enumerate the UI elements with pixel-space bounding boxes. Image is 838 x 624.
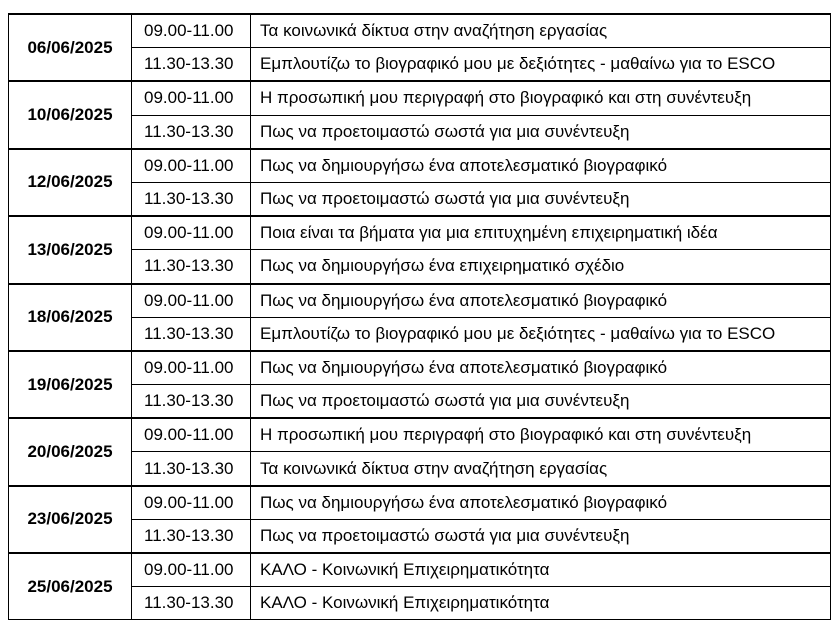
session-topic: Πως να δημιουργήσω ένα επιχειρηματικό σχέδιο <box>251 250 831 284</box>
session-time: 11.30-13.30 <box>132 452 251 486</box>
table-row <box>9 115 831 149</box>
session-date: 13/06/2025 <box>9 216 132 283</box>
session-topic: Τα κοινωνικά δίκτυα στην αναζήτηση εργασίας <box>251 452 831 486</box>
session-topic: Η προσωπική μου περιγραφή στο βιογραφικό και στη συνέντευξη <box>251 418 831 452</box>
table-row <box>9 81 831 115</box>
table-row <box>9 14 831 48</box>
table-row <box>9 250 831 284</box>
table-row <box>9 519 831 553</box>
session-time: 11.30-13.30 <box>132 385 251 419</box>
session-time: 11.30-13.30 <box>132 587 251 620</box>
session-date: 10/06/2025 <box>9 81 132 148</box>
session-topic: ΚΑΛΟ - Κοινωνική Επιχειρηματικότητα <box>251 587 831 620</box>
session-time: 11.30-13.30 <box>132 48 251 82</box>
session-time: 11.30-13.30 <box>132 519 251 553</box>
session-topic: Πως να δημιουργήσω ένα αποτελεσματικό βιογραφικό <box>251 486 831 520</box>
session-topic: Πως να προετοιμαστώ σωστά για μια συνέντευξη <box>251 115 831 149</box>
session-time: 09.00-11.00 <box>132 149 251 183</box>
session-topic: Πως να προετοιμαστώ σωστά για μια συνέντευξη <box>251 182 831 216</box>
session-time: 09.00-11.00 <box>132 284 251 318</box>
session-time: 11.30-13.30 <box>132 182 251 216</box>
session-date: 06/06/2025 <box>9 14 132 81</box>
session-time: 11.30-13.30 <box>132 250 251 284</box>
session-topic: Η προσωπική μου περιγραφή στο βιογραφικό και στη συνέντευξη <box>251 81 831 115</box>
table-row <box>9 486 831 520</box>
session-time: 11.30-13.30 <box>132 317 251 351</box>
session-time: 09.00-11.00 <box>132 351 251 385</box>
table-row <box>9 317 831 351</box>
table-row <box>9 182 831 216</box>
table-row <box>9 284 831 318</box>
session-time: 09.00-11.00 <box>132 418 251 452</box>
session-topic: Πως να προετοιμαστώ σωστά για μια συνέντευξη <box>251 519 831 553</box>
table-row <box>9 149 831 183</box>
session-topic: Πως να δημιουργήσω ένα αποτελεσματικό βιογραφικό <box>251 284 831 318</box>
table-row <box>9 385 831 419</box>
session-time: 09.00-11.00 <box>132 14 251 48</box>
session-time: 11.30-13.30 <box>132 115 251 149</box>
schedule-table <box>8 13 831 620</box>
table-row <box>9 587 831 620</box>
session-date: 25/06/2025 <box>9 553 132 620</box>
session-topic: Πως να δημιουργήσω ένα αποτελεσματικό βιογραφικό <box>251 149 831 183</box>
session-date: 23/06/2025 <box>9 486 132 553</box>
session-date: 18/06/2025 <box>9 284 132 351</box>
session-time: 09.00-11.00 <box>132 216 251 250</box>
session-date: 19/06/2025 <box>9 351 132 418</box>
table-row <box>9 351 831 385</box>
schedule-body <box>9 14 831 620</box>
session-time: 09.00-11.00 <box>132 81 251 115</box>
table-row <box>9 553 831 587</box>
session-topic: ΚΑΛΟ - Κοινωνική Επιχειρηματικότητα <box>251 553 831 587</box>
session-topic: Εμπλουτίζω το βιογραφικό μου με δεξιότητες - μαθαίνω για το ESCO <box>251 317 831 351</box>
session-time: 09.00-11.00 <box>132 486 251 520</box>
session-time: 09.00-11.00 <box>132 553 251 587</box>
table-row <box>9 48 831 82</box>
table-row <box>9 216 831 250</box>
session-topic: Τα κοινωνικά δίκτυα στην αναζήτηση εργασίας <box>251 14 831 48</box>
table-row <box>9 452 831 486</box>
session-date: 20/06/2025 <box>9 418 132 485</box>
session-topic: Πως να δημιουργήσω ένα αποτελεσματικό βιογραφικό <box>251 351 831 385</box>
table-row <box>9 418 831 452</box>
session-topic: Ποια είναι τα βήματα για μια επιτυχημένη επιχειρηματική ιδέα <box>251 216 831 250</box>
session-topic: Πως να προετοιμαστώ σωστά για μια συνέντευξη <box>251 385 831 419</box>
session-date: 12/06/2025 <box>9 149 132 216</box>
session-topic: Εμπλουτίζω το βιογραφικό μου με δεξιότητες - μαθαίνω για το ESCO <box>251 48 831 82</box>
